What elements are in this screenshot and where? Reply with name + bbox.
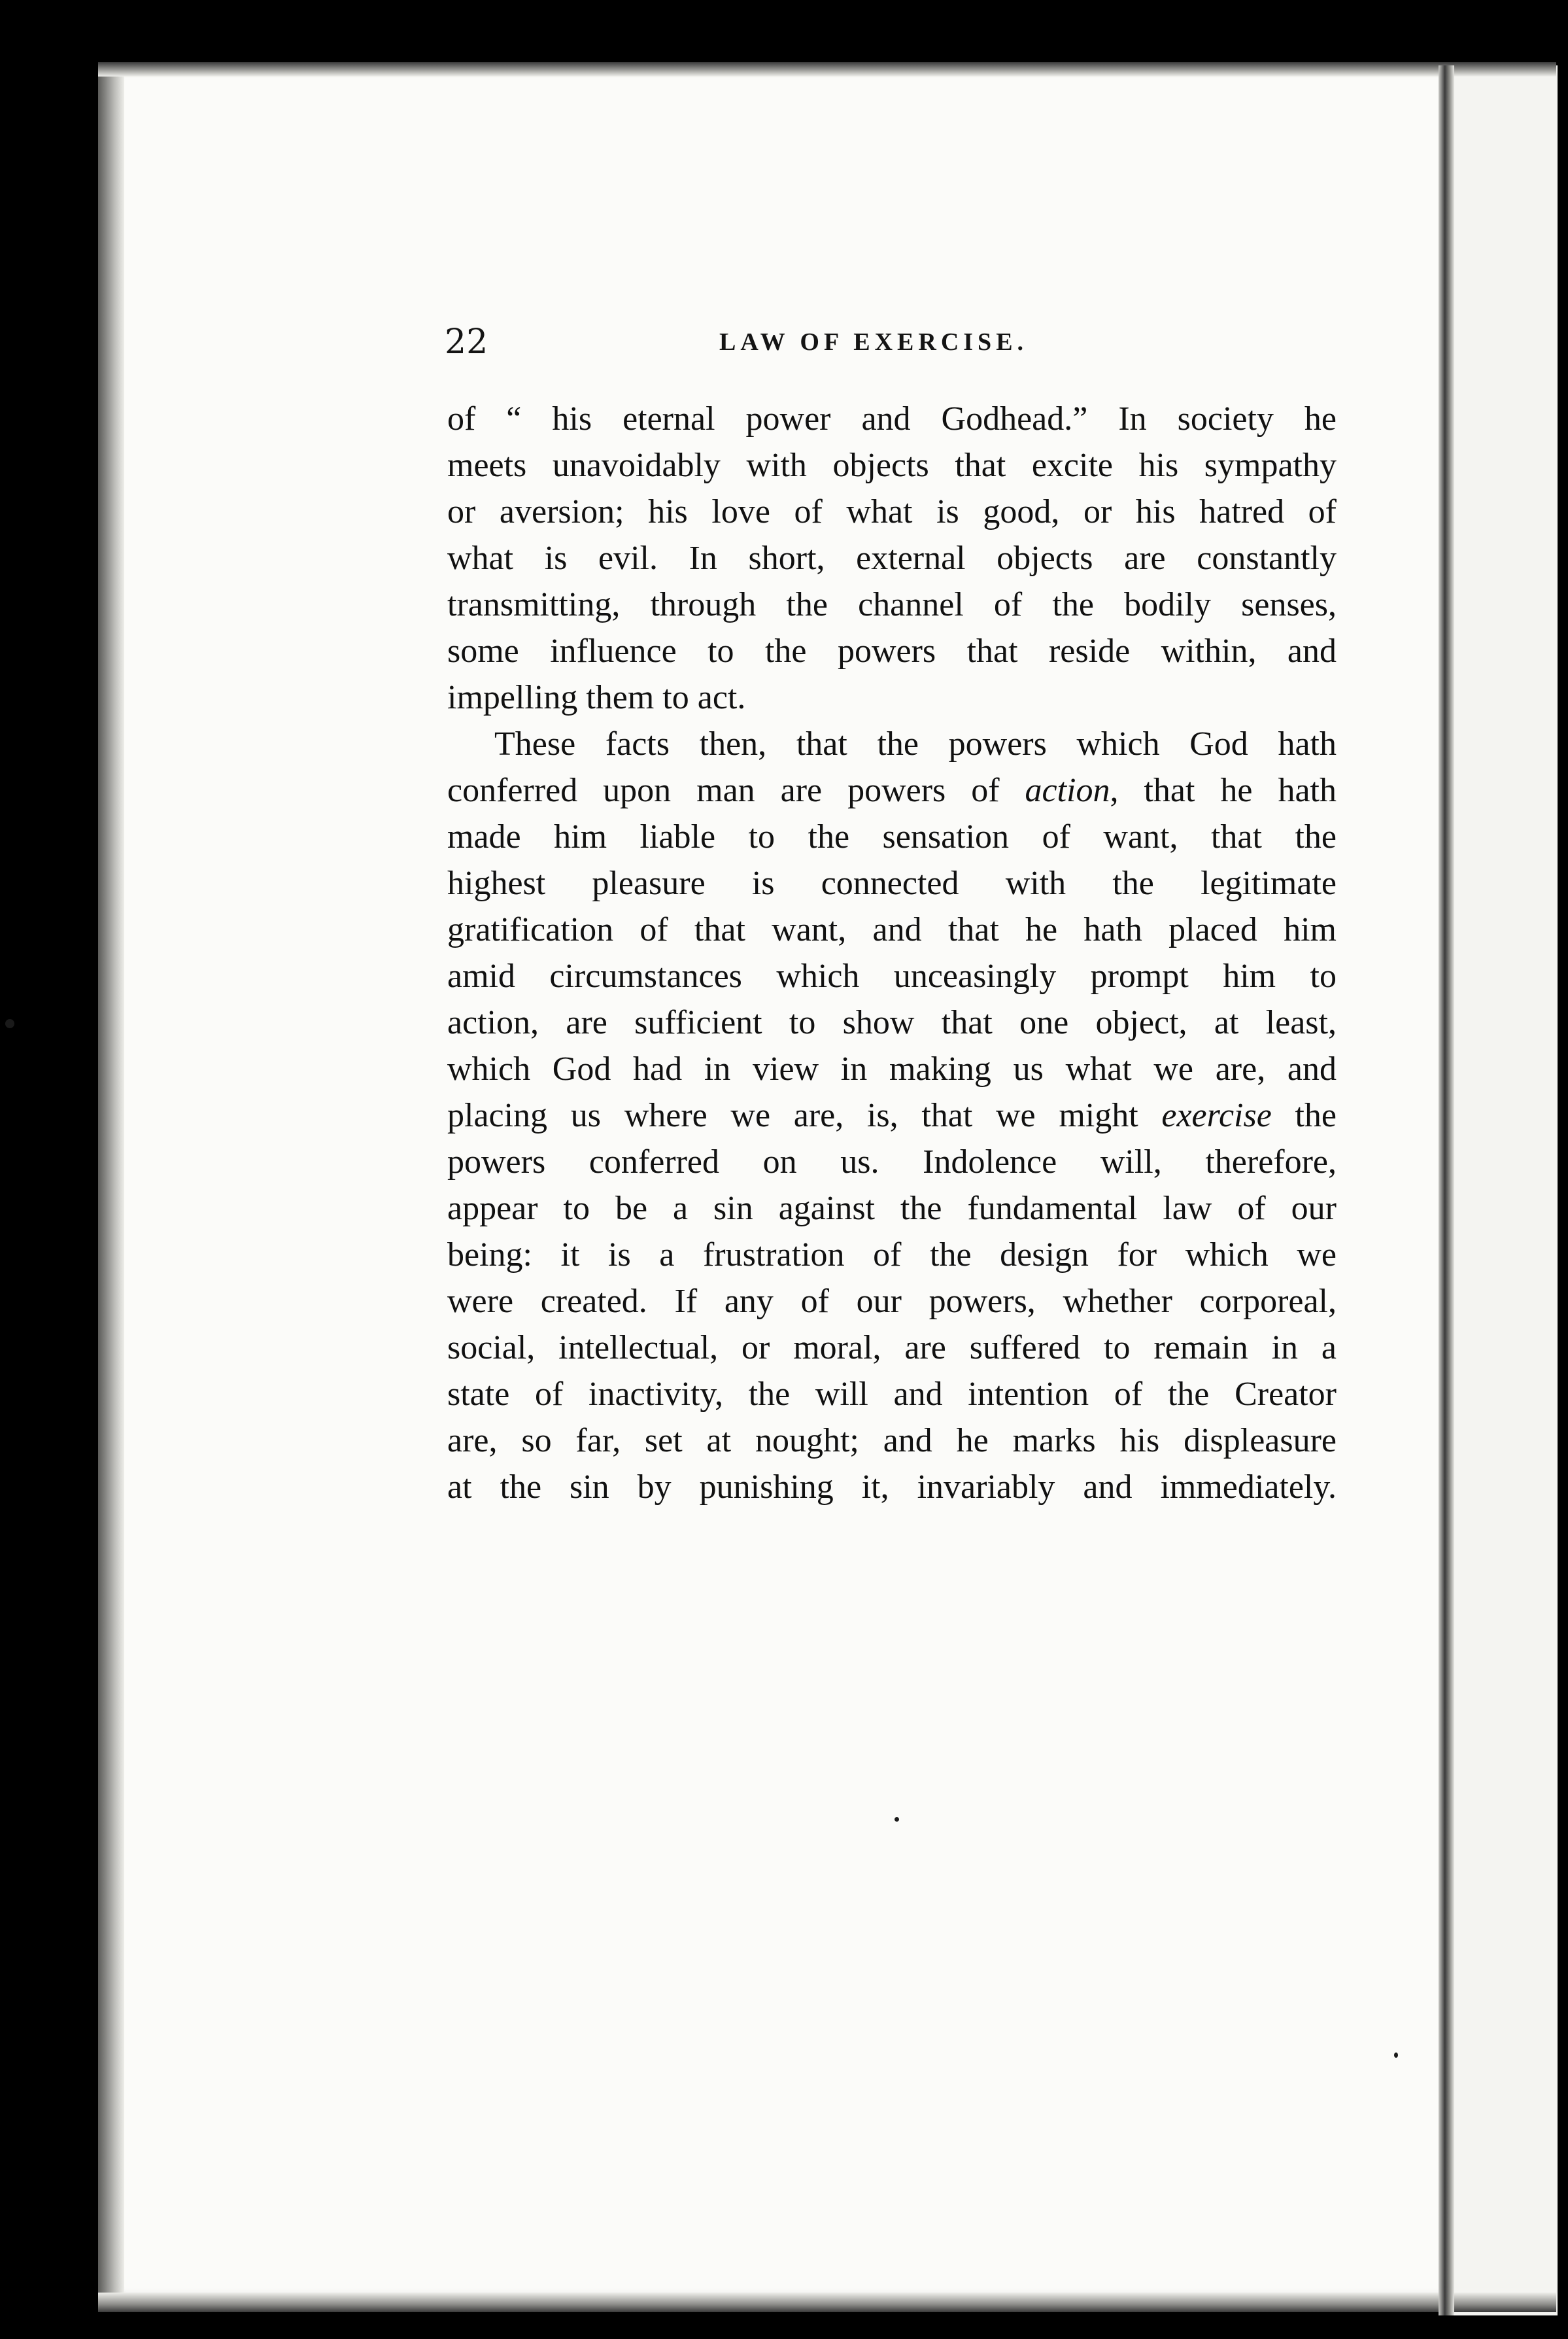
text-line: were created. If any of our powers, whether corporeal, bbox=[447, 1283, 1337, 1320]
text-line: being: it is a frustration of the design for which we bbox=[447, 1236, 1337, 1273]
text-line: at the sin by punishing it, invariably and immediately. bbox=[447, 1468, 1337, 1506]
page-top-edge bbox=[98, 62, 1556, 77]
page-bottom-edge bbox=[98, 2293, 1556, 2312]
page-left-edge bbox=[98, 62, 124, 2312]
text-segment: placing us where we are, is, that we might bbox=[447, 1097, 1162, 1134]
text-line: impelling them to act. bbox=[447, 679, 746, 716]
adjacent-page-edge bbox=[1453, 65, 1558, 2315]
text-line: highest pleasure is connected with the legitimate bbox=[447, 865, 1337, 902]
text-line: appear to be a sin against the fundamental law of our bbox=[447, 1190, 1337, 1227]
text-line: meets unavoidably with objects that excite his sympathy bbox=[447, 447, 1337, 484]
text-segment: conferred upon man are powers of bbox=[447, 772, 1025, 809]
text-line: These facts then, that the powers which God hath bbox=[494, 725, 1337, 763]
text-line: which God had in view in making us what we are, and bbox=[447, 1050, 1337, 1088]
paragraph-2 bbox=[447, 721, 1337, 1510]
italic-word: exercise bbox=[1161, 1097, 1272, 1134]
text-line bbox=[447, 767, 1337, 814]
text-segment: the bbox=[1271, 1097, 1337, 1134]
text-line: amid circumstances which unceasingly prompt him to bbox=[447, 958, 1337, 995]
scan-speck bbox=[895, 1817, 899, 1822]
text-line: social, intellectual, or moral, are suffered to remain in a bbox=[447, 1329, 1337, 1366]
text-line: powers conferred on us. Indolence will, therefore, bbox=[447, 1143, 1337, 1181]
page-number: 22 bbox=[445, 322, 488, 362]
text-line: made him liable to the sensation of want, that the bbox=[447, 818, 1337, 856]
scan-speck bbox=[1394, 2053, 1398, 2058]
body-text bbox=[447, 396, 1337, 1510]
text-line: some influence to the powers that reside within, and bbox=[447, 632, 1337, 670]
paragraph-1 bbox=[447, 396, 1337, 721]
running-title: LAW OF EXERCISE. bbox=[719, 328, 1029, 356]
scan-speck bbox=[5, 1019, 14, 1028]
italic-word: action bbox=[1025, 772, 1110, 809]
text-line: or aversion; his love of what is good, or his hatred of bbox=[447, 493, 1337, 530]
text-line: state of inactivity, the will and intention of the Creator bbox=[447, 1376, 1337, 1413]
text-line: gratification of that want, and that he hath placed him bbox=[447, 911, 1337, 948]
text-line: of “ his eternal power and Godhead.” In society he bbox=[447, 400, 1337, 438]
text-line bbox=[447, 1092, 1337, 1139]
text-segment: , that he hath bbox=[1110, 772, 1337, 809]
text-line: action, are sufficient to show that one object, at least, bbox=[447, 1004, 1337, 1041]
binding-gutter bbox=[1439, 65, 1454, 2315]
text-line: are, so far, set at nought; and he marks his displeasure bbox=[447, 1422, 1337, 1459]
running-head bbox=[445, 313, 1347, 372]
text-line: what is evil. In short, external objects are constantly bbox=[447, 540, 1337, 577]
text-line: transmitting, through the channel of the bodily senses, bbox=[447, 586, 1337, 623]
